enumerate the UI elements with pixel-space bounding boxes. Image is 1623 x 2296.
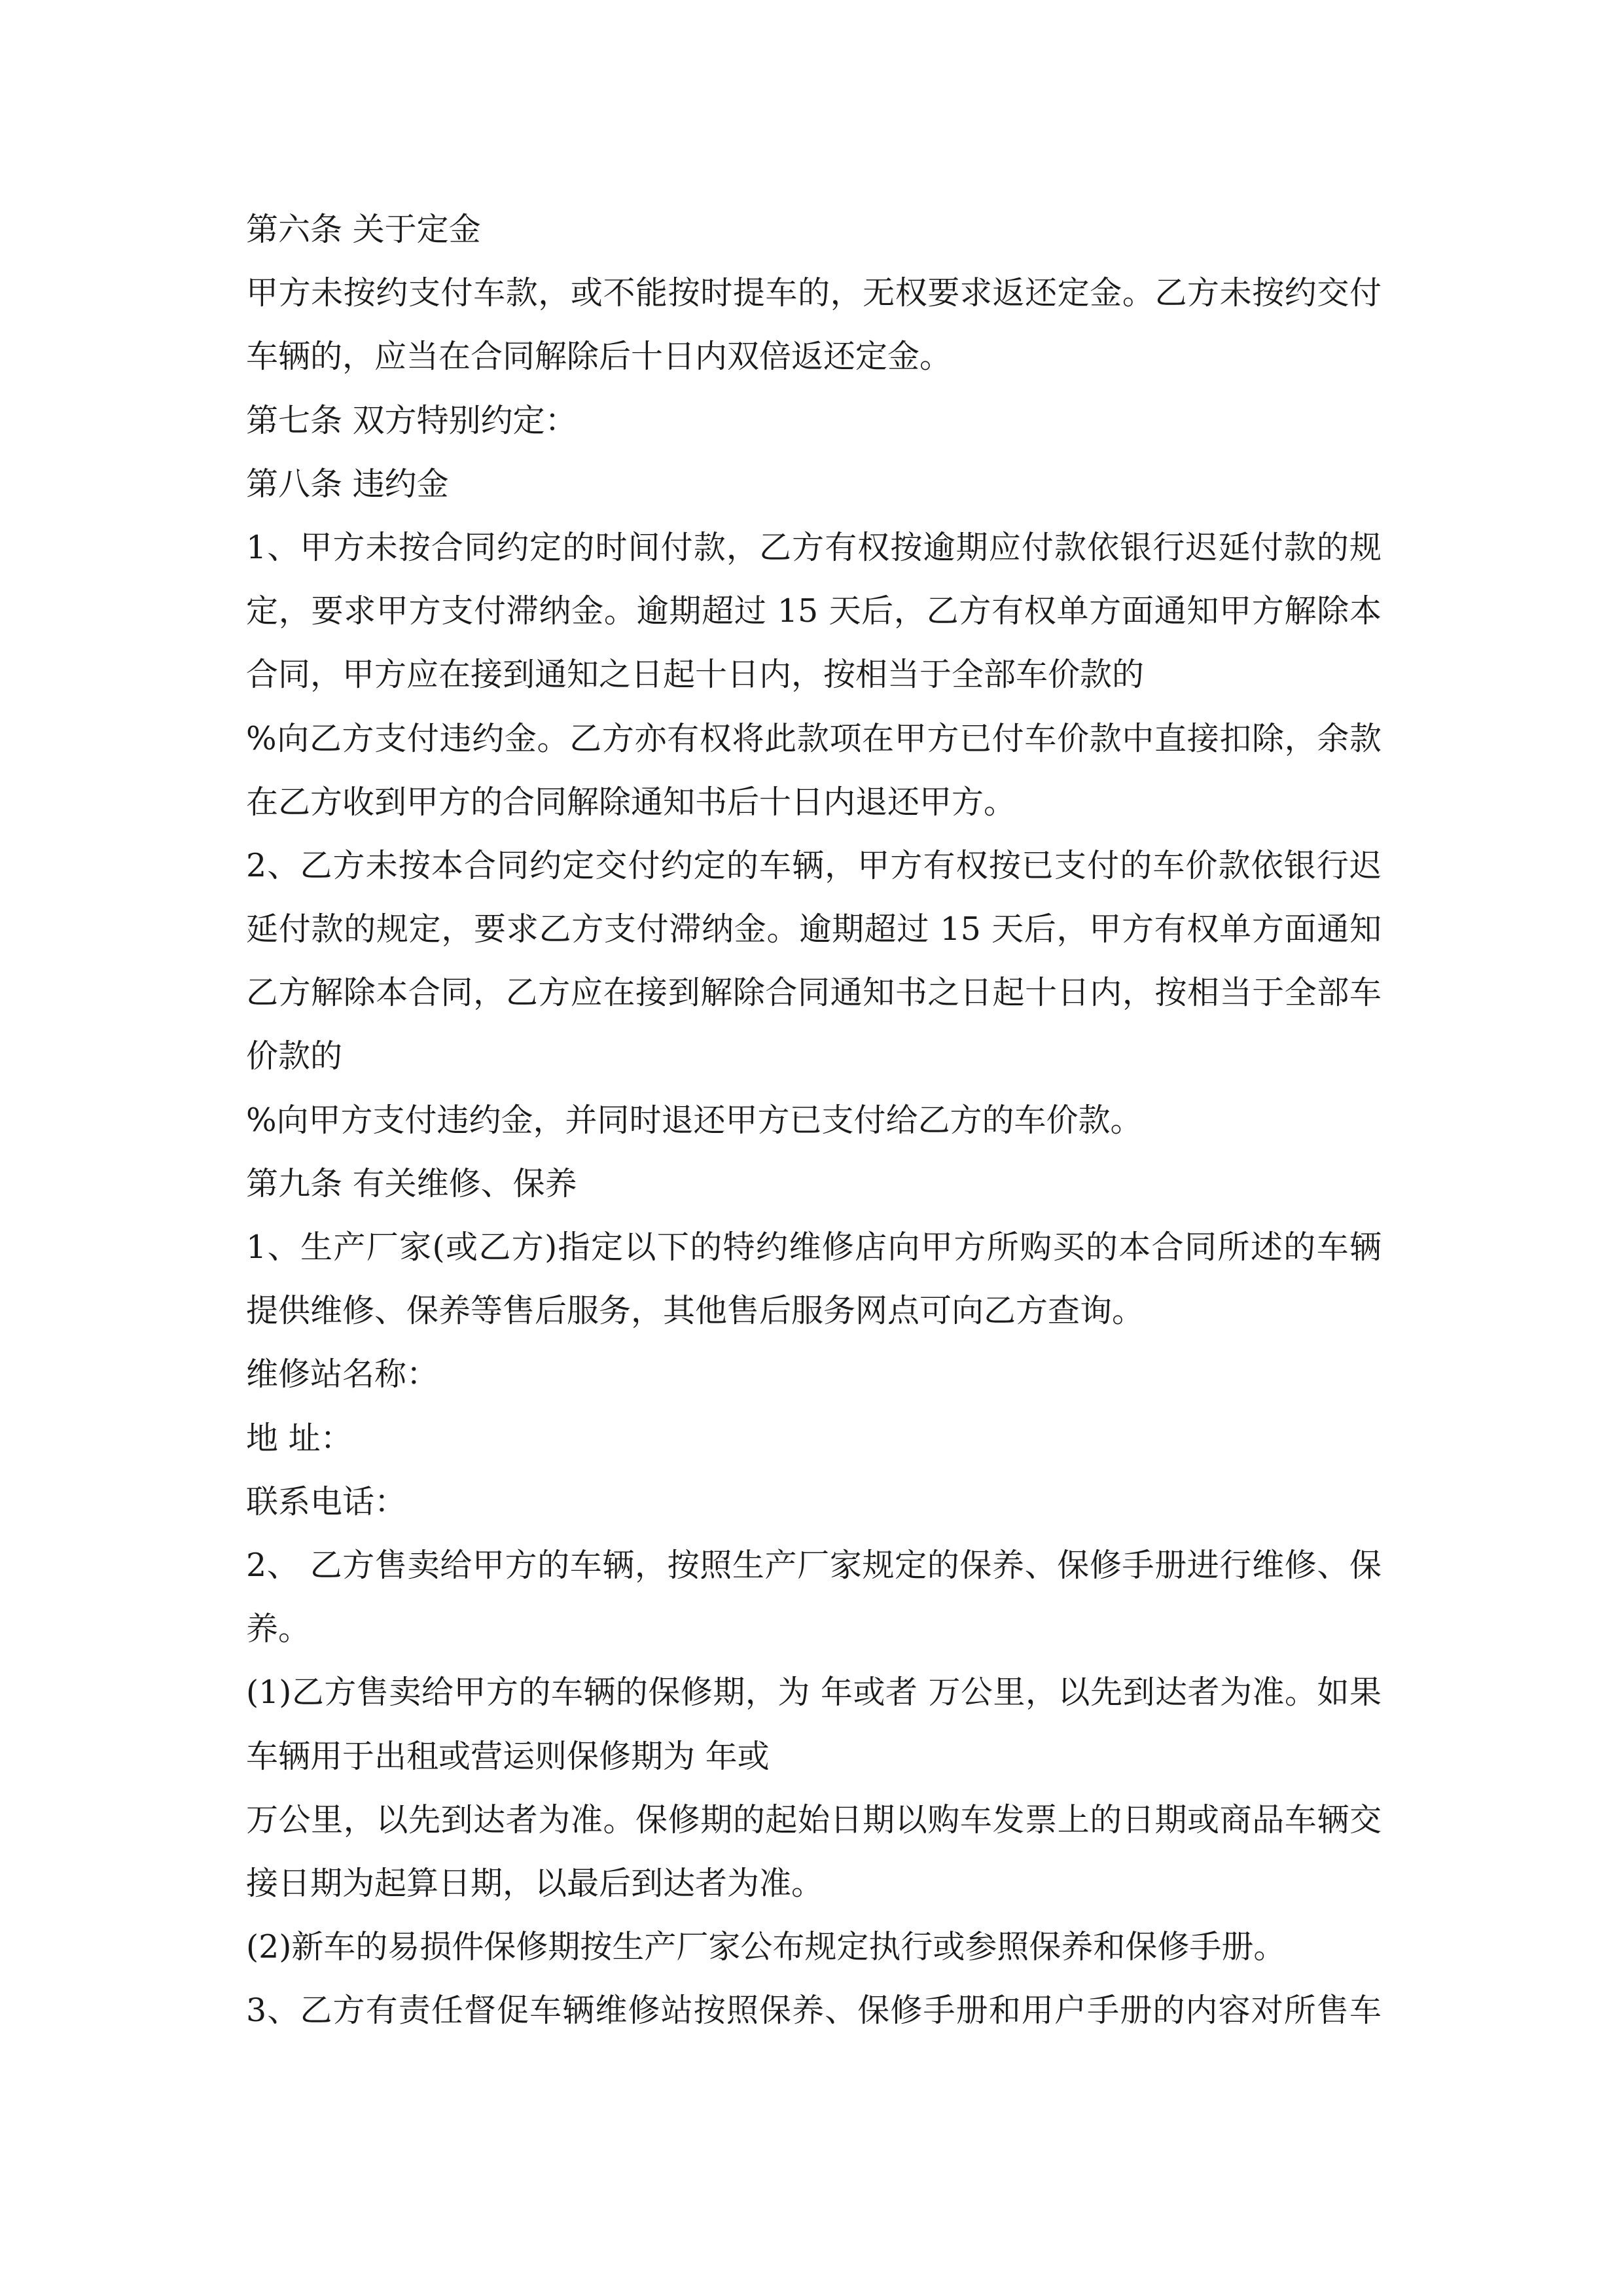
text-line: 养。 <box>246 1610 311 1648</box>
text-line: 价款的 <box>246 1037 343 1075</box>
contract-text <box>246 198 1382 2042</box>
address-label: 地 址： <box>246 1419 353 1457</box>
article-9-heading: 第九条 有关维修、保养 <box>246 1164 577 1202</box>
text-line: (1)乙方售卖给甲方的车辆的保修期，为 年或者 万公里，以先到达者为准。如果 <box>246 1674 1382 1712</box>
text-line: 接日期为起算日期，以最后到达者为准。 <box>246 1864 824 1902</box>
article-8-heading: 第八条 违约金 <box>246 465 449 503</box>
contact-phone-label: 联系电话： <box>246 1482 407 1520</box>
text-line: 延付款的规定，要求乙方支付滞纳金。逾期超过 15 天后，甲方有权单方面通知 <box>246 910 1382 948</box>
text-line: (2)新车的易损件保修期按生产厂家公布规定执行或参照保养和保修手册。 <box>246 1928 1286 1966</box>
text-line: 定，要求甲方支付滞纳金。逾期超过 15 天后，乙方有权单方面通知甲方解除本 <box>246 592 1382 630</box>
text-line: 在乙方收到甲方的合同解除通知书后十日内退还甲方。 <box>246 783 1016 821</box>
text-line: 甲方未按约支付车款，或不能按时提车的，无权要求返还定金。乙方未按约交付 <box>246 274 1382 312</box>
text-line: 2、乙方未按本合同约定交付约定的车辆，甲方有权按已支付的车价款依银行迟 <box>246 846 1382 884</box>
text-line: 3、乙方有责任督促车辆维修站按照保养、保修手册和用户手册的内容对所售车 <box>246 1992 1382 2030</box>
article-6-heading: 第六条 关于定金 <box>246 211 481 248</box>
text-line: 合同，甲方应在接到通知之日起十日内，按相当于全部车价款的 <box>246 656 1145 694</box>
text-line: 提供维修、保养等售后服务，其他售后服务网点可向乙方查询。 <box>246 1292 1145 1330</box>
text-line: 乙方解除本合同，乙方应在接到解除合同通知书之日起十日内，按相当于全部车 <box>246 974 1382 1012</box>
text-line: 车辆用于出租或营运则保修期为 年或 <box>246 1737 770 1775</box>
text-line: 2、 乙方售卖给甲方的车辆，按照生产厂家规定的保养、保修手册进行维修、保 <box>246 1546 1382 1584</box>
repair-station-name-label: 维修站名称： <box>246 1355 439 1393</box>
text-line: %向乙方支付违约金。乙方亦有权将此款项在甲方已付车价款中直接扣除，余款 <box>246 719 1382 757</box>
text-line: 车辆的，应当在合同解除后十日内双倍返还定金。 <box>246 338 952 376</box>
text-line: 万公里，以先到达者为准。保修期的起始日期以购车发票上的日期或商品车辆交 <box>246 1801 1382 1839</box>
text-line: 1、生产厂家(或乙方)指定以下的特约维修店向甲方所购买的本合同所述的车辆 <box>246 1229 1382 1266</box>
text-line: %向甲方支付违约金，并同时退还甲方已支付给乙方的车价款。 <box>246 1101 1143 1139</box>
text-line: 1、甲方未按合同约定的时间付款，乙方有权按逾期应付款依银行迟延付款的规 <box>246 528 1382 566</box>
article-7-heading: 第七条 双方特别约定： <box>246 401 577 439</box>
